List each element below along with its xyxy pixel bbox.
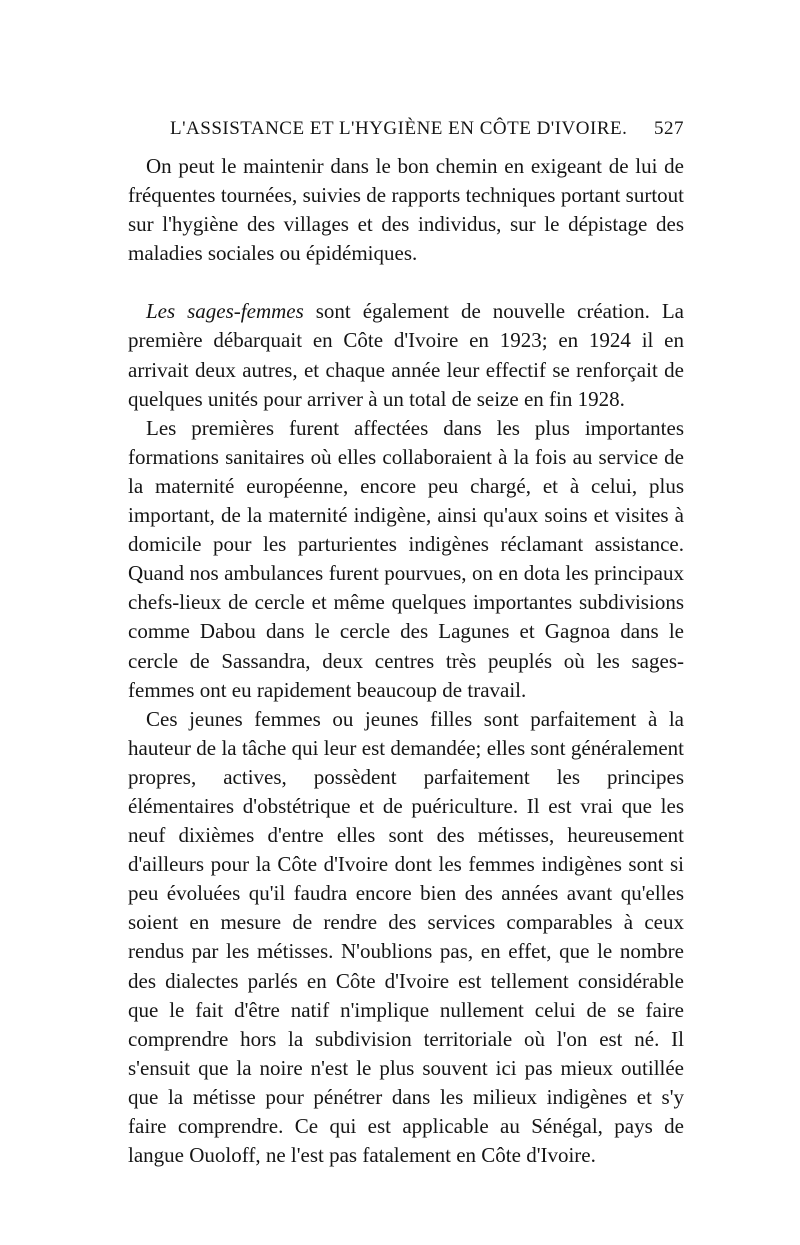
running-title: L'ASSISTANCE ET L'HYGIÈNE EN CÔTE D'IVOIRE. (170, 118, 628, 139)
running-header (128, 118, 684, 146)
paragraph-3: Les premières furent affectées dans les plus importantes formations sanitaires où elles collaboraient à la fois au service de la maternité européenne, encore peu chargé, et à celui, plus important, de la maternité indigène, ainsi qu'aux soins et visites à domicile pour les parturientes indigènes réclamant assistance. Quand nos ambulances furent pourvues, on en dota les principaux chefs-lieux de cercle et même quelques importantes subdivisions comme Dabou dans le cercle des Lagunes et Gagnoa dans le cercle de Sassandra, deux centres très peuplés où les sages-femmes ont eu rapidement beaucoup de travail. (128, 415, 684, 702)
paragraph-2 (128, 297, 684, 413)
paragraph-2-text: sont également de nouvelle création. La première débarquait en Côte d'Ivoire en 1923; en 1924 il en arrivait deux autres, et chaque année leur effectif se renforçait de quelques unités pour arriver à un total de seize en fin 1928. (128, 299, 685, 411)
paragraph-1: On peut le maintenir dans le bon chemin en exigeant de lui de fréquentes tournées, suivies de rapports techniques portant surtout sur l'hygiène des villages et des individus, sur le dépistage des maladies sociales ou épidémiques. (128, 154, 684, 266)
book-page (128, 118, 684, 1170)
page-number: 527 (654, 118, 684, 139)
paragraph-2-italic-lead: Les sages-femmes (146, 299, 304, 324)
paragraph-4: Ces jeunes femmes ou jeunes filles sont parfaitement à la hauteur de la tâche qui leur est demandée; elles sont généralement propres, actives, possèdent parfaitement les principes élémentaires d'obstétrique et de puériculture. Il est vrai que les neuf dixièmes d'entre elles sont des métisses, heureusement d'ailleurs pour la Côte d'Ivoire dont les femmes indigènes sont si peu évoluées qu'il faudra encore bien des années avant qu'elles soient en mesure de rendre des services comparables à ceux rendus par les métisses. N'oublions pas, en effet, que le nombre des dialectes parlés en Côte d'Ivoire est tellement considérable que le fait d'être natif n'implique nullement celui de se faire comprendre hors la subdivision territoriale où l'on est né. Il s'ensuit que la noire n'est le plus souvent ici pas mieux outillée que la métisse pour pénétrer dans les milieux indigènes et s'y faire comprendre. Ce qui est applicable au Sénégal, pays de langue Ouoloff, ne l'est pas fatalement en Côte d'Ivoire. (128, 706, 684, 1168)
